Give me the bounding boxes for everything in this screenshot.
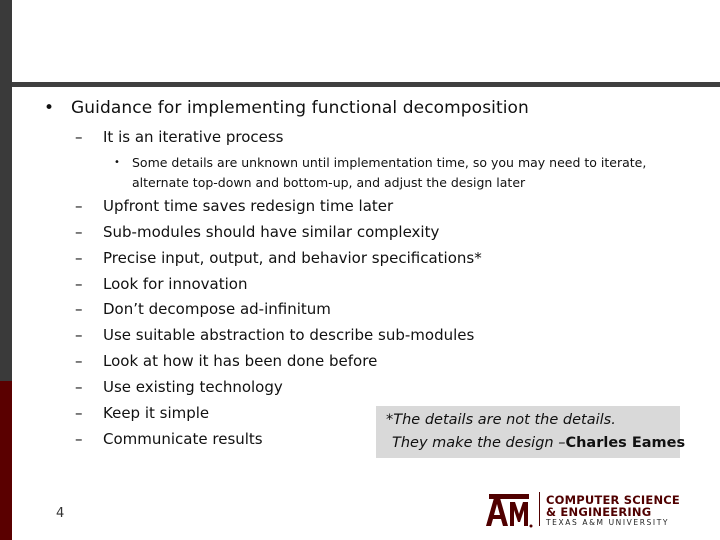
bullet-marker: •: [44, 98, 55, 118]
logo-line-1: COMPUTER SCIENCE: [546, 493, 680, 507]
quote-box: [376, 406, 686, 458]
quote-author: Charles Eames: [565, 435, 686, 451]
dash-marker: –: [75, 128, 83, 146]
dash-marker: –: [75, 326, 83, 344]
list-item-text: It is an iterative process: [103, 128, 284, 146]
sub-item-text: Some details are unknown until implementation time, so you may need to iterate, alternate top-down and bottom-up, and adjust the design later: [132, 155, 647, 190]
dash-marker: –: [75, 430, 83, 448]
dash-marker: –: [75, 378, 83, 396]
dash-marker: –: [75, 300, 83, 318]
dash-marker: –: [75, 404, 83, 422]
list-item-text: Sub-modules should have similar complexity: [103, 223, 440, 241]
dash-marker: –: [75, 223, 83, 241]
page-number: 4: [56, 506, 65, 521]
side-bar-bottom: [0, 381, 12, 540]
main-bullet-text: Guidance for implementing functional decomposition: [71, 98, 529, 118]
texas-am-logo-icon: [484, 490, 534, 530]
list-item-text: Keep it simple: [103, 404, 210, 422]
list-item-text: Upfront time saves redesign time later: [103, 197, 394, 215]
dash-marker: –: [75, 352, 83, 370]
list-item-text: Look for innovation: [103, 275, 248, 293]
header-rule: [12, 82, 720, 87]
list-item-text: Use suitable abstraction to describe sub-modules: [103, 326, 475, 344]
dash-marker: –: [75, 275, 83, 293]
list-item-text: Use existing technology: [103, 378, 283, 396]
logo-line-3: TEXAS A&M UNIVERSITY: [546, 518, 670, 527]
sub-bullet-marker: •: [114, 157, 120, 168]
list-item-text: Look at how it has been done before: [103, 352, 378, 370]
list-item-text: Communicate results: [103, 430, 263, 448]
side-bar-top: [0, 0, 12, 381]
logo-divider: [539, 492, 540, 526]
dash-marker: –: [75, 197, 83, 215]
quote-line-2: [392, 435, 685, 451]
list-item-text: Precise input, output, and behavior specifications*: [103, 249, 482, 267]
quote-line-1: *The details are not the details.: [386, 412, 616, 428]
quote-text: They make the design –: [392, 435, 566, 451]
dash-marker: –: [75, 249, 83, 267]
list-item-text: Don’t decompose ad-infinitum: [103, 300, 331, 318]
logo-line-2: & ENGINEERING: [546, 505, 652, 519]
department-logo: [484, 490, 694, 530]
